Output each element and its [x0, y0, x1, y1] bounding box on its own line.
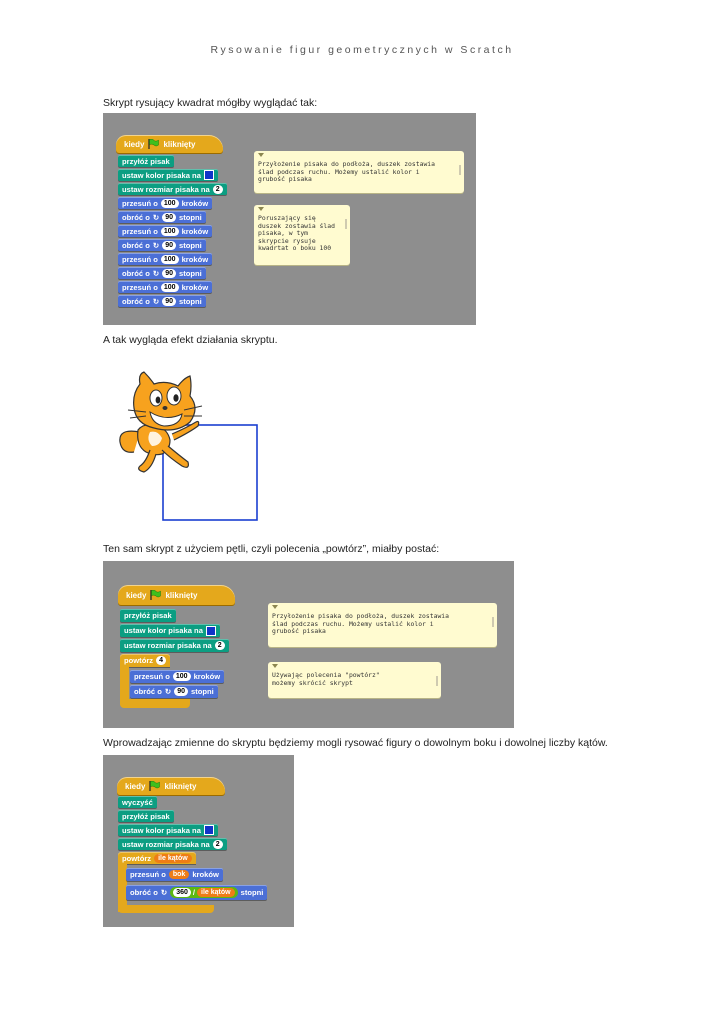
- hat-suffix: kliknięty: [163, 139, 196, 149]
- stage-drawing: [110, 370, 270, 530]
- hat-label: kiedy: [125, 781, 146, 791]
- scrollbar[interactable]: [436, 676, 438, 686]
- comment-note[interactable]: [268, 603, 497, 647]
- set-pen-size-block[interactable]: [118, 838, 227, 850]
- repeat-footer: [118, 905, 214, 913]
- block-label: obróć o: [130, 888, 158, 897]
- turn-block[interactable]: [118, 295, 206, 307]
- block-label: obróć o: [122, 240, 150, 250]
- number-input[interactable]: 100: [161, 283, 179, 292]
- turn-block[interactable]: [118, 211, 206, 223]
- number-input[interactable]: 90: [162, 269, 176, 278]
- move-block[interactable]: [118, 225, 212, 237]
- block-label: przyłóż pisak: [124, 611, 172, 620]
- rotate-right-icon: ↻: [160, 888, 168, 897]
- number-input[interactable]: 100: [161, 227, 179, 236]
- number-input[interactable]: 100: [173, 672, 191, 681]
- block-label: stopni: [179, 212, 202, 222]
- turn-block[interactable]: [130, 685, 218, 698]
- variable-reporter[interactable]: ile kątów: [197, 888, 235, 897]
- clear-block[interactable]: [118, 796, 157, 808]
- rotate-right-icon: ↻: [152, 212, 160, 222]
- repeat-block[interactable]: [120, 654, 170, 667]
- block-label: stopni: [179, 296, 202, 306]
- set-pen-size-block[interactable]: [120, 639, 229, 652]
- number-input[interactable]: 90: [162, 241, 176, 250]
- script2-panel: [103, 561, 514, 728]
- block-label: kroków: [193, 672, 221, 681]
- hat-suffix: kliknięty: [164, 781, 197, 791]
- page-header: Rysowanie figur geometrycznych w Scratch: [210, 44, 514, 56]
- block-label: przesuń o: [122, 198, 158, 208]
- number-input[interactable]: 100: [161, 199, 179, 208]
- block-label: kroków: [181, 282, 209, 292]
- block-label: ustaw kolor pisaka na: [122, 825, 201, 835]
- move-block[interactable]: [118, 197, 212, 209]
- block-label: przyłóż pisak: [122, 811, 170, 821]
- paragraph-intro: Skrypt rysujący kwadrat mógłby wyglądać tak:: [103, 97, 318, 109]
- block-label: ustaw kolor pisaka na: [124, 626, 203, 635]
- block-label: stopni: [179, 240, 202, 250]
- divide-operator[interactable]: [170, 887, 237, 898]
- green-flag-icon: [148, 139, 159, 149]
- turn-block[interactable]: [126, 885, 267, 900]
- script2-hat-block[interactable]: [118, 585, 235, 605]
- scratch-cat-icon: [120, 372, 202, 472]
- collapse-triangle-icon[interactable]: [258, 207, 264, 211]
- collapse-triangle-icon[interactable]: [272, 605, 278, 609]
- variable-reporter[interactable]: ile kątów: [154, 854, 192, 863]
- set-pen-size-block[interactable]: [118, 183, 227, 195]
- block-label: stopni: [179, 268, 202, 278]
- color-swatch[interactable]: [204, 170, 214, 180]
- set-pen-color-block[interactable]: [118, 169, 218, 181]
- color-swatch[interactable]: [206, 626, 216, 636]
- comment-text: Przyłożenie pisaka do podłoża, duszek zostawia ślad podczas ruchu. Możemy ustalić kolor i grubość pisaka: [258, 160, 435, 183]
- number-input[interactable]: 90: [174, 687, 188, 696]
- block-label: kroków: [181, 254, 209, 264]
- green-flag-icon: [149, 781, 160, 791]
- block-label: przyłóż pisak: [122, 156, 170, 166]
- rotate-right-icon: ↻: [152, 268, 160, 278]
- block-label: kroków: [181, 198, 209, 208]
- pen-down-block[interactable]: [120, 609, 176, 622]
- scrollbar[interactable]: [345, 219, 347, 229]
- set-pen-color-block[interactable]: [118, 824, 218, 836]
- hat-suffix: kliknięty: [165, 590, 198, 600]
- number-input[interactable]: 360: [173, 888, 191, 897]
- block-label: ustaw kolor pisaka na: [122, 170, 201, 180]
- script1-hat-block[interactable]: [116, 135, 223, 153]
- rotate-right-icon: ↻: [164, 687, 172, 696]
- block-label: kroków: [181, 226, 209, 236]
- paragraph-loop: Ten sam skrypt z użyciem pętli, czyli polecenia „powtórz”, miałby postać:: [103, 543, 440, 555]
- collapse-triangle-icon[interactable]: [272, 664, 278, 668]
- operator-symbol: /: [192, 888, 196, 897]
- collapse-triangle-icon[interactable]: [258, 153, 264, 157]
- block-label: obróć o: [122, 212, 150, 222]
- repeat-block[interactable]: [118, 852, 196, 864]
- paragraph-result: A tak wygląda efekt działania skryptu.: [103, 334, 278, 346]
- number-input[interactable]: 2: [213, 185, 223, 194]
- turn-block[interactable]: [118, 239, 206, 251]
- block-label: wyczyść: [122, 797, 153, 807]
- block-label: stopni: [191, 687, 214, 696]
- paragraph-variables: Wprowadzając zmienne do skryptu będziemy mogli rysować figury o dowolnym boku i dowolnej liczby kątów.: [103, 737, 608, 749]
- variable-reporter[interactable]: bok: [169, 870, 189, 879]
- comment-note[interactable]: [254, 151, 464, 193]
- script1-panel: [103, 113, 476, 325]
- block-label: przesuń o: [130, 870, 166, 879]
- number-input[interactable]: 90: [162, 297, 176, 306]
- block-label: ustaw rozmiar pisaka na: [122, 184, 210, 194]
- block-label: przesuń o: [134, 672, 170, 681]
- number-input[interactable]: 2: [215, 641, 225, 650]
- pen-down-block[interactable]: [118, 155, 174, 167]
- set-pen-color-block[interactable]: [120, 624, 220, 637]
- move-block[interactable]: [118, 253, 212, 265]
- rotate-right-icon: ↻: [152, 296, 160, 306]
- block-label: obróć o: [122, 296, 150, 306]
- block-label: kroków: [192, 870, 219, 879]
- scrollbar[interactable]: [492, 617, 494, 627]
- green-flag-icon: [150, 590, 161, 600]
- hat-label: kiedy: [124, 139, 145, 149]
- script3-panel: [103, 755, 294, 927]
- block-label: przesuń o: [122, 226, 158, 236]
- drawn-square: [163, 425, 257, 520]
- block-label: ustaw rozmiar pisaka na: [124, 641, 212, 650]
- number-input[interactable]: 90: [162, 213, 176, 222]
- script3-hat-block[interactable]: [117, 777, 225, 795]
- number-input[interactable]: 2: [213, 840, 223, 849]
- move-block[interactable]: [130, 670, 224, 683]
- move-block[interactable]: [118, 281, 212, 293]
- block-label: obróć o: [134, 687, 162, 696]
- block-label: przesuń o: [122, 254, 158, 264]
- repeat-footer: [120, 699, 190, 708]
- rotate-right-icon: ↻: [152, 240, 160, 250]
- block-label: przesuń o: [122, 282, 158, 292]
- comment-text: Poruszający się duszek zostawia ślad pisaka, w tym skrypcie rysuje kwadrtat o boku 100: [258, 214, 335, 252]
- block-label: powtórz: [124, 656, 154, 665]
- move-block[interactable]: [126, 868, 223, 881]
- comment-note[interactable]: [268, 662, 441, 698]
- number-input[interactable]: 100: [161, 255, 179, 264]
- block-label: ustaw rozmiar pisaka na: [122, 839, 210, 849]
- block-label: stopni: [240, 888, 264, 897]
- hat-label: kiedy: [126, 590, 147, 600]
- comment-note[interactable]: [254, 205, 350, 265]
- comment-text: Przyłożenie pisaka do podłoża, duszek zostawia ślad podczas ruchu. Możemy ustalić kolor i grubość pisaka: [272, 612, 449, 635]
- pen-down-block[interactable]: [118, 810, 174, 822]
- number-input[interactable]: 4: [156, 656, 166, 665]
- comment-text: Używając polecenia "powtórz" możemy skrócić skrypt: [272, 671, 380, 687]
- block-label: obróć o: [122, 268, 150, 278]
- block-label: powtórz: [122, 853, 152, 863]
- scrollbar[interactable]: [459, 165, 461, 175]
- turn-block[interactable]: [118, 267, 206, 279]
- color-swatch[interactable]: [204, 825, 214, 835]
